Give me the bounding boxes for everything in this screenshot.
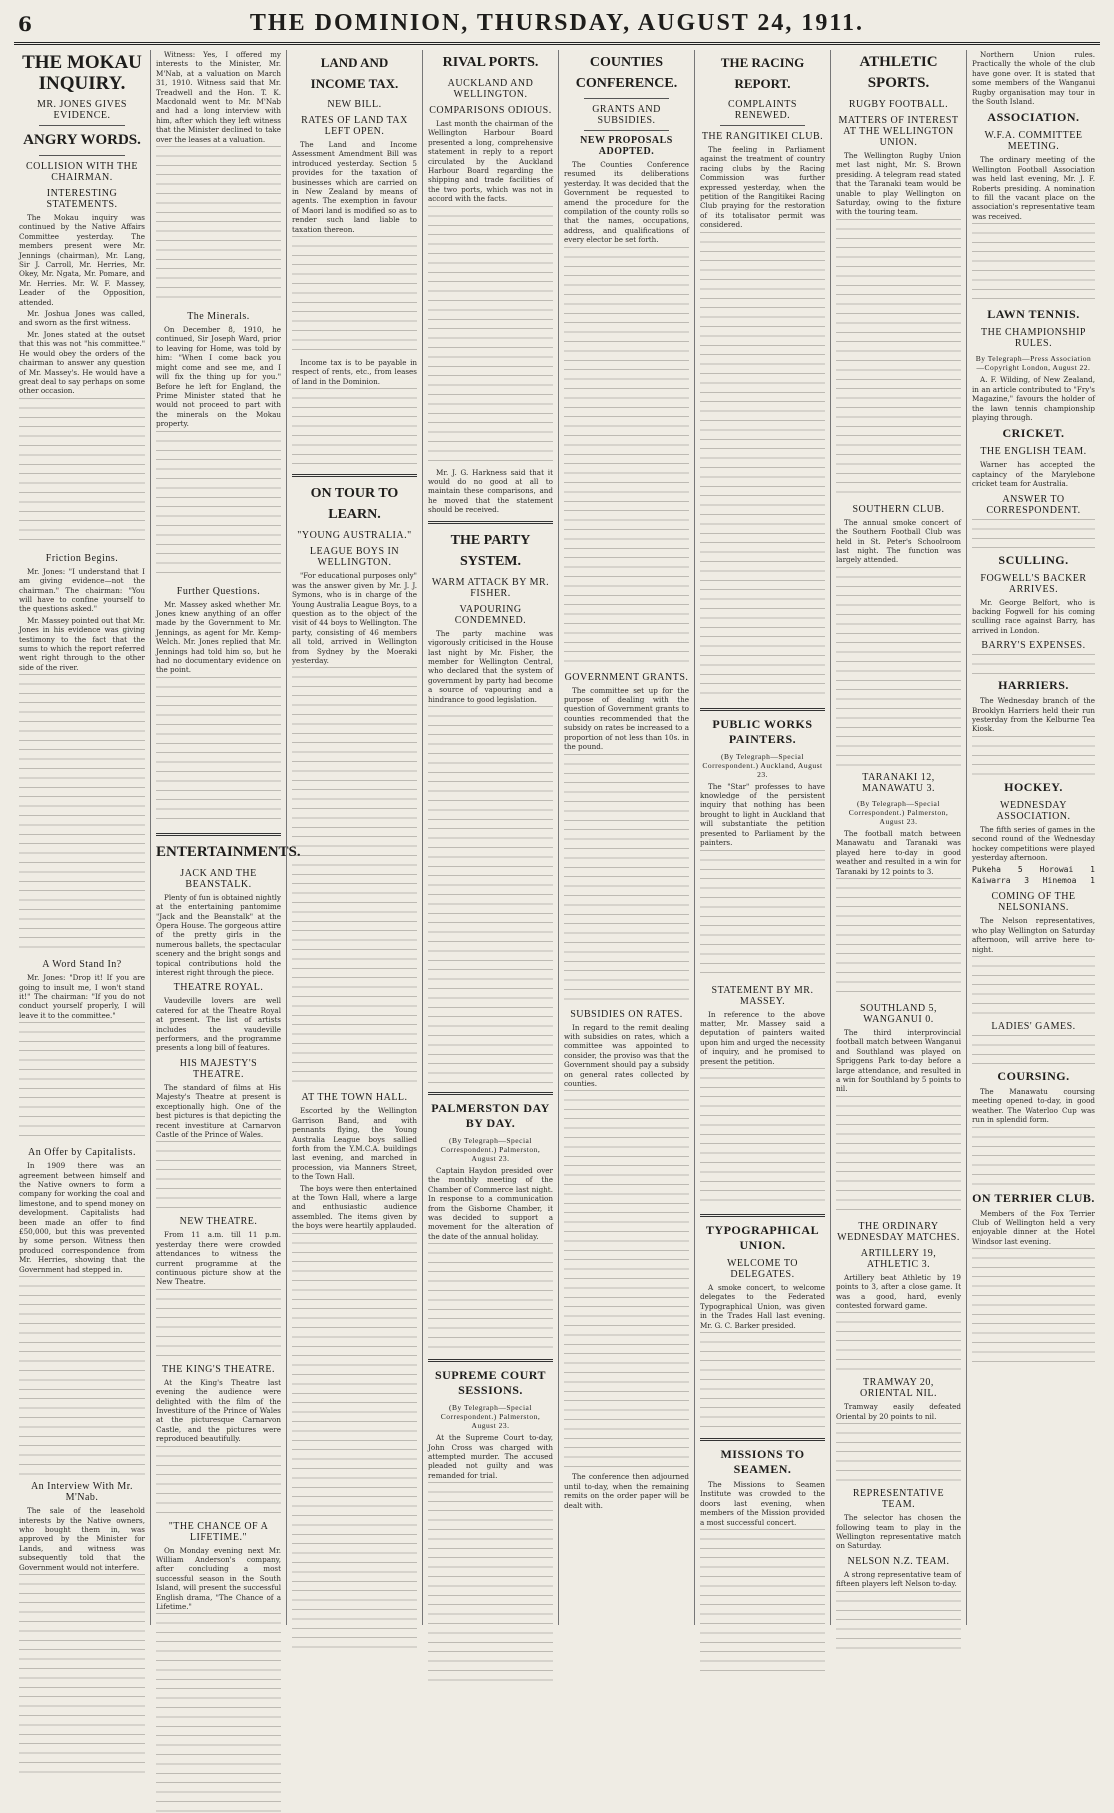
paragraph: The annual smoke concert of the Southern Football Club was held in St. Peter's Schoolroom last night. The function was largely attended. [836, 517, 961, 565]
text-block [700, 1068, 825, 1208]
paragraph: Mr. Joshua Jones was called, and sworn as the first witness. [19, 309, 145, 328]
paragraph: The feeling in Parliament against the treatment of country racing clubs by the Racing Commission was further expressed yesterday, when the petition of the Rangitikei Racing Club praying for the restoration of its totalisator permit was considered. [700, 145, 825, 230]
text-block [700, 1332, 825, 1432]
deck: GRANTS AND SUBSIDIES. [592, 104, 661, 126]
paragraph: The boys were then entertained at the Town Hall, where a large and enthusiastic audience assembled. The items given by the boys were heartily applauded. [292, 1183, 417, 1231]
section-divider [428, 1359, 553, 1362]
paragraph: Income tax is to be payable in respect of rents, etc., from leases of land in the Dominion. [292, 358, 417, 386]
text-block [836, 1096, 961, 1216]
subheading: ANSWER TO CORRESPONDENT. [986, 493, 1081, 516]
headline-counties: COUNTIES CONFERENCE. [575, 55, 678, 91]
text-block [972, 223, 1095, 303]
text-block [836, 219, 961, 499]
headline-missions: MISSIONS TO SEAMEN. [720, 1446, 805, 1476]
paragraph: Mr. George Belfort, who is backing Fogwell for his coming sculling race against Barry, has arrived in London. [972, 597, 1095, 635]
paragraph: The football match between Manawatu and Taranaki was played here to-day in good weather and resulted in a win for Taranaki by 12 points to 3. [836, 828, 961, 876]
paragraph: The Manawatu coursing meeting opened to-day, in good weather. The Waterloo Cup was run in splendid form. [972, 1087, 1095, 1125]
subheading: The Minerals. [187, 311, 250, 323]
headline-hockey: HOCKEY. [1004, 779, 1063, 794]
paragraph: Escorted by the Wellington Garrison Band, and with pennants flying, the Young Australia League boys sallied forth from the Y.M.C.A. buildings last evening, and marched in procession, via Manners Street, to the Town Hall. [292, 1106, 417, 1182]
text-block [428, 1243, 553, 1353]
subheading: LADIES' GAMES. [991, 1021, 1076, 1033]
headline-on-tour: ON TOUR TO LEARN. [310, 486, 399, 523]
paragraph: The "Star" professes to have knowledge of the persistent inquiry that nothing has been brought to light in Auckland that will substantiate the petition presented to Parliament by the painters. [700, 781, 825, 848]
subheading: SUBSIDIES ON RATES. [570, 1008, 683, 1020]
headline-athletic: ATHLETIC SPORTS. [859, 54, 938, 91]
score: 3 [1024, 876, 1030, 886]
text-block [700, 232, 825, 702]
headline-terrier-club: ON TERRIER CLUB. [972, 1190, 1095, 1205]
column-8 [966, 50, 1100, 1625]
headline-rival-ports: RIVAL PORTS. [442, 55, 539, 70]
divider [39, 125, 125, 126]
text-block [292, 1233, 417, 1653]
text-block [972, 956, 1095, 1016]
paragraph: At the King's Theatre last evening the audience were delighted with the film of the Investiture of the Prince of Wales at the picturesque Carnarvon Castle, and the pictures were reproduced beautifully. [156, 1377, 281, 1444]
paragraph: Mr. Jones stated at the outset that this was not "his committee." He would obey the orders of the chairman to answer any question of Mr. Massey's. He would have a great deal to say perhaps on some other occasion. [19, 329, 145, 396]
paragraph: From 11 a.m. till 11 p.m. yesterday there were crowded attendances to witness the current programme at the continuous picture show at the New Theatre. [156, 1230, 281, 1287]
paragraph: A smoke concert, to welcome delegates to the Federated Typographical Union, was given in the Trades Hall last evening. Mr. G. C. Barker presided. [700, 1282, 825, 1330]
deck: COMPLAINTS RENEWED. [728, 99, 797, 121]
paragraph: Witness: Yes, I offered my interests to the Minister, Mr. M'Nab, at a valuation on March 31, 1910. Witness said that Mr. Treadwell and the Hon. T. K. Macdonald went to Mr. M'Nab and had a long interview with him, after which they left witness that the Minister declined to take over the leases at a valuation. [156, 50, 281, 144]
headline-entertainments: ENTERTAINMENTS. [156, 843, 301, 860]
subheading: THE KING'S THEATRE. [161, 1363, 276, 1375]
text-block [836, 1312, 961, 1372]
score: 5 [1017, 865, 1023, 875]
paragraph: Mr. Jones: "I understand that I am giving evidence—not the chairman." The chairman: "You will have to confine yourself to the questions asked." [19, 566, 145, 614]
paragraph: The fifth series of games in the second round of the Wednesday hockey competitions were played yesterday afternoon. [972, 824, 1095, 862]
subheading: Further Questions. [176, 585, 261, 597]
section-divider [428, 1092, 553, 1095]
paragraph: The Missions to Seamen Institute was crowded to the doors last evening, when members of the Mission provided a most successful concert. [700, 1479, 825, 1527]
subheading: "THE CHANCE OF A LIFETIME." [168, 1520, 269, 1543]
deck: NEW BILL. [327, 99, 382, 110]
section-divider [428, 521, 553, 524]
headline-association: ASSOCIATION. [987, 110, 1080, 125]
paragraph: Artillery beat Athletic by 19 points to 3, after a close game. It was a good, hard, evenly contested forward game. [836, 1272, 961, 1310]
paragraph: The conference then adjourned until to-day, when the remaining remits on the order paper will be dealt with. [564, 1472, 689, 1510]
column-1 [14, 50, 150, 1625]
subheading: JACK AND THE BEANSTALK. [180, 867, 257, 890]
paragraph: The selector has chosen the following team to play in the Wellington representative match on Saturday. [836, 1513, 961, 1551]
paragraph: The party machine was vigorously criticised in the House last night by Mr. Fisher, the member for Wellington Central, who declared that the system of government by party had become a source of vapouring and a hindrance to good legislation. [428, 628, 553, 704]
divider [584, 130, 669, 131]
paragraph: Tramway easily defeated Oriental by 20 points to nil. [836, 1402, 961, 1421]
headline-sculling: SCULLING. [998, 552, 1069, 567]
subheading: SOUTHERN CLUB. [852, 503, 945, 515]
paragraph: Mr. J. G. Harkness said that it would do no good at all to maintain these comparisons, and he moved that the statement should be received. [428, 467, 553, 515]
subheading: THEATRE ROYAL. [173, 982, 264, 994]
team: Hinemoa [1042, 876, 1077, 886]
paragraph: Last month the chairman of the Wellington Harbour Board presented a long, comprehensive statement in reply to a report circulated by the Auckland Harbour Board regarding the shipping and trade facilities of the two ports, which was not in accord with the facts. [428, 119, 553, 204]
columns [14, 50, 1100, 1625]
deck: RATES OF LAND TAX LEFT OPEN. [301, 115, 408, 137]
subheading: THE CHAMPIONSHIP RULES. [981, 327, 1086, 350]
paragraph: "For educational purposes only" was the answer given by Mr. J. J. Symons, who is in charge of the Young Australia League Boys, to a question as to the object of the visit of 44 boys to Wellington. The party, consisting of 46 members all told, arrived in Wellington from Sydney by the Moeraki yesterday. [292, 571, 417, 665]
deck: WARM ATTACK BY MR. FISHER. [431, 576, 550, 599]
paragraph: Warner has accepted the captaincy of the Marylebone cricket team for Australia. [972, 460, 1095, 489]
subheading: WEDNESDAY ASSOCIATION. [996, 799, 1071, 822]
deck: WELCOME TO DELEGATES. [726, 1257, 798, 1280]
subheading: W.F.A. COMMITTEE MEETING. [984, 130, 1083, 153]
text-block [156, 1613, 281, 1813]
divider [720, 125, 805, 126]
text-block [156, 1446, 281, 1516]
text-block [19, 1276, 145, 1476]
byline: (By Telegraph—Special Correspondent.) Palmerston, August 23. [440, 1403, 541, 1431]
subheading: A Word Stand In? [42, 959, 122, 971]
paragraph: A strong representative team of fifteen players left Nelson to-day. [836, 1569, 961, 1589]
deck: NEW PROPOSALS ADOPTED. [580, 135, 673, 157]
text-block [836, 1591, 961, 1651]
text-block [972, 519, 1095, 549]
text-block [428, 706, 553, 1086]
byline: (By Telegraph—Special Correspondent.) Palmerston, August 23. [848, 798, 949, 826]
result-row [972, 864, 1095, 875]
subheading: STATEMENT BY MR. MASSEY. [711, 984, 814, 1007]
newspaper-title: THE DOMINION, THURSDAY, AUGUST 24, 1911. [249, 10, 865, 36]
headline-lawn-tennis: LAWN TENNIS. [987, 307, 1080, 322]
paragraph: Mr. Massey asked whether Mr. Jones knew anything of an offer made by the Government to Mr. Jennings, as agent for Mr. Kemp-Welch. Mr. Jones replied that Mr. Jennings had told him so, but he had no documentary evidence on the point. [156, 599, 281, 675]
headline-coursing: COURSING. [997, 1069, 1070, 1084]
deck: RUGBY FOOTBALL. [848, 99, 949, 110]
text-block [156, 431, 281, 581]
page-number: 6 [18, 12, 32, 36]
deck: COLLISION WITH THE CHAIRMAN. [26, 161, 138, 183]
text-block [972, 1127, 1095, 1187]
subheading: An Offer by Capitalists. [28, 1147, 136, 1159]
column-5 [558, 50, 694, 1625]
paragraph: The Mokau inquiry was continued by the Native Affairs Committee yesterday. The members present were Mr. Jennings (chairman), Mr. Lang, Sir J. Carroll, Mr. Herries, Mr. Okey, Mr. Ngata, Mr. Pomare, and Mr. Herries. Mr. W. F. Massey, Leader of the Opposition, attended. [19, 213, 145, 307]
paragraph: The Nelson representatives, who play Wellington on Saturday afternoon, will arrive here to-night. [972, 916, 1095, 954]
headline-typographical: TYPOGRAPHICAL UNION. [705, 1222, 820, 1252]
headline-harriers: HARRIERS. [998, 678, 1069, 693]
team: Kaiwarra [972, 876, 1011, 886]
subheading: THE ENGLISH TEAM. [980, 446, 1087, 458]
text-block [836, 1423, 961, 1483]
subheading: GOVERNMENT GRANTS. [564, 671, 689, 683]
headline-land-tax: LAND AND INCOME TAX. [310, 55, 399, 91]
text-block [972, 1035, 1095, 1065]
text-block [292, 236, 417, 356]
text-block [564, 754, 689, 1004]
subheading: NEW THEATRE. [179, 1216, 258, 1228]
subheading: HIS MAJESTY'S THEATRE. [179, 1057, 258, 1080]
headline-mokau: THE MOKAU INQUIRY. [22, 52, 142, 94]
subheading: TARANAKI 12, MANAWATU 3. [861, 771, 936, 794]
text-block [428, 1482, 553, 1682]
deck: ANGRY WORDS. [23, 132, 141, 148]
headline-palmerston: PALMERSTON DAY BY DAY. [431, 1100, 550, 1130]
paragraph: A. F. Wilding, of New Zealand, in an article contributed to "Fry's Magazine," favours the holder of the lawn tennis championship playing through. [972, 375, 1095, 422]
paragraph: Mr. Jones: "Drop it! If you are going to insult me, I won't stand it!" The chairman: "If you do not conduct yourself properly, I will leave it to the committee." [19, 973, 145, 1020]
deck: THE RANGITIKEI CLUB. [701, 131, 824, 142]
subheading: SOUTHLAND 5, WANGANUI 0. [859, 1002, 938, 1025]
score: 1 [1090, 865, 1095, 875]
byline: (By Telegraph—Special Correspondent.) Palmerston, August 23. [440, 1135, 541, 1163]
text-block [972, 1248, 1095, 1368]
text-block [564, 247, 689, 667]
paragraph: The sale of the leasehold interests by the Native owners, who bought them in, was approved by the Minister for Lands, and witness was subsequently told that the Government would not interfere. [19, 1506, 145, 1572]
subheading: AT THE TOWN HALL. [301, 1092, 408, 1104]
text-block [19, 1574, 145, 1774]
section-divider [700, 1438, 825, 1441]
deck: MR. JONES GIVES EVIDENCE. [36, 99, 127, 121]
text-block [428, 206, 553, 466]
text-block [19, 1022, 145, 1142]
team: Horowai [1039, 865, 1074, 875]
section-divider [700, 1214, 825, 1217]
section-divider [156, 833, 281, 836]
paragraph: The ordinary meeting of the Wellington Football Association was held last evening, Mr. J. F. Roberts presiding. A nomination to fill the vacant place on the association's representative team was received. [972, 155, 1095, 221]
subheading: COMING OF THE NELSONIANS. [991, 891, 1076, 914]
text-block [700, 850, 825, 980]
deck: COMPARISONS ODIOUS. [429, 105, 552, 116]
paragraph: At the Supreme Court to-day, John Cross was charged with attempted murder. The accused pleaded not guilty and was remanded for trial. [428, 1433, 553, 1480]
paragraph: Captain Haydon presided over the monthly meeting of the Chamber of Commerce last night. In response to a communication from the Gisborne Chamber, it was decided to support a movement for the alteration of the date of the annual holiday. [428, 1165, 553, 1241]
text-block [156, 1141, 281, 1211]
text-block [972, 654, 1095, 674]
byline: (By Telegraph—Special Correspondent.) Auckland, August 23. [702, 751, 823, 779]
byline: By Telegraph—Press Association—Copyright London, August 22. [975, 354, 1092, 373]
column-7 [830, 50, 966, 1625]
headline-cricket: CRICKET. [1002, 426, 1065, 441]
headline-painters: PUBLIC WORKS PAINTERS. [712, 716, 813, 746]
paragraph: The standard of films at His Majesty's Theatre at present is exceptionally high. One of the best pictures is that depicting the recent investiture at Carnarvon Castle of the Prince of Wales. [156, 1082, 281, 1139]
divider [39, 155, 125, 156]
column-4 [422, 50, 558, 1625]
paragraph: The third interprovincial football match between Wanganui and Southland was played on Spriggens Park to-day before a large attendance, and resulted in a win for Southland by 5 points to nil. [836, 1027, 961, 1094]
text-block [564, 1090, 689, 1470]
column-3 [286, 50, 422, 1625]
text-block [19, 398, 145, 548]
score: 1 [1090, 876, 1095, 886]
paragraph: The Wednesday branch of the Brooklyn Harriers held their run yesterday from the Kelburne Tea Kiosk. [972, 696, 1095, 734]
subheading: BARRY'S EXPENSES. [981, 640, 1086, 652]
headline-supreme-court: SUPREME COURT SESSIONS. [434, 1368, 547, 1398]
paragraph: Members of the Fox Terrier Club of Wellington held a very enjoyable dinner at the Hotel Windsor last evening. [972, 1208, 1095, 1246]
divider [584, 98, 669, 99]
deck: VAPOURING CONDEMNED. [454, 603, 527, 626]
paragraph: In 1909 there was an agreement between himself and the Native owners to form a company for working the coal and limestone, and to spend money on development. Capitalists had been made an offer to find £50,000, but this was prevented by some person. Witness then produced correspondence from Mr. Herries, showing that the Government had stepped in. [19, 1161, 145, 1274]
subheading: REPRESENTATIVE TEAM. [852, 1488, 945, 1511]
text-block [972, 736, 1095, 776]
section-divider [700, 708, 825, 711]
text-block [836, 567, 961, 767]
paragraph: The committee set up for the purpose of dealing with the question of Government grants to counties recommended that the subsidy on rates be increased to a proportion of not less than 10s. in the pound. [564, 685, 689, 752]
text-block [700, 1529, 825, 1679]
subheading: FOGWELL'S BACKER ARRIVES. [980, 572, 1087, 595]
subheading: THE ORDINARY WEDNESDAY MATCHES. [837, 1220, 960, 1243]
subheading: Friction Begins. [45, 552, 119, 564]
headline-racing: THE RACING REPORT. [720, 55, 805, 91]
text-block [836, 878, 961, 998]
text-block [156, 1289, 281, 1359]
team: Pukeha [972, 865, 1001, 875]
paragraph: Vaudeville lovers are well catered for at the Theatre Royal at present. The list of artists includes the vaudeville performers, and the programme presents a long bill of features. [156, 996, 281, 1053]
hockey-results [972, 864, 1095, 886]
subheading: TRAMWAY 20, ORIENTAL NIL. [860, 1377, 937, 1400]
masthead [14, 8, 1100, 45]
result-row [972, 875, 1095, 886]
deck: "YOUNG AUSTRALIA." [297, 530, 412, 542]
headline-party-system: THE PARTY SYSTEM. [450, 532, 531, 569]
deck: AUCKLAND AND WELLINGTON. [447, 78, 534, 100]
text-block [156, 677, 281, 827]
column-2 [150, 50, 301, 1625]
text-block [292, 388, 417, 468]
paragraph: Plenty of fun is obtained nightly at the entertaining pantomime "Jack and the Beanstalk" at the Opera House. The gorgeous attire of the pretty girls in the numerous ballets, the spectacular scenery and the bright songs and topical contributions hold the interest right through the piece. [156, 892, 281, 978]
text-block [156, 146, 281, 306]
subheading: An Interview With Mr. M'Nab. [30, 1481, 134, 1504]
paragraph: Northern Union rules. Practically the whole of the club have gone over. It is stated that some members of the Wanganui Rugby organisation may tour in the South Island. [972, 50, 1095, 107]
paragraph: The Wellington Rugby Union met last night, Mr. S. Brown presiding. A telegram read stated that the Taranaki team would be unable to play Wellington on Saturday, owing to the fixture with the touring team. [836, 151, 961, 217]
subheading: NELSON N.Z. TEAM. [847, 1555, 950, 1567]
paragraph: Mr. Massey pointed out that Mr. Jones in his evidence was giving testimony to the fact that the sums to which the report referred went right through to the other side of the river. [19, 615, 145, 672]
text-block [292, 667, 417, 1087]
section-divider [292, 474, 417, 477]
deck: LEAGUE BOYS IN WELLINGTON. [309, 546, 400, 569]
deck: MATTERS OF INTEREST AT THE WELLINGTON UNION. [838, 115, 959, 148]
paragraph: In regard to the remit dealing with subsidies on rates, which a committee was appointed to consider, the proviso was that the Government should pay a subsidy on general rates collected by counties. [564, 1022, 689, 1088]
subheading: ARTILLERY 19, ATHLETIC 3. [860, 1247, 937, 1270]
paragraph: The Land and Income Assessment Amendment Bill was introduced yesterday. Section 5 provides for the taxation of businesses which are carried on in New Zealand by means of agents. The exemption in favour of Maori land is modified so as to render such land liable to taxation thereon. [292, 140, 417, 234]
text-block [19, 674, 145, 954]
paragraph: On December 8, 1910, he continued, Sir Joseph Ward, prior to leaving for Home, was told by him: "When I come back you might come and see me, and I will fix the thing up for you." Before he left for England, the Prime Minister stated that he would not proceed to part with the minerals on the Mokau property. [156, 325, 281, 429]
paragraph: On Monday evening next Mr. William Anderson's company, after concluding a most successful season in the South Island, will present the successful English drama, "The Chance of a Lifetime." [156, 1545, 281, 1612]
paragraph: In reference to the above matter, Mr. Massey said a deputation of painters waited upon him and urged the necessity of inquiry, and he promised to present the petition. [700, 1009, 825, 1066]
deck: INTERESTING STATEMENTS. [46, 188, 118, 210]
column-6 [694, 50, 830, 1625]
paragraph: The Counties Conference resumed its deliberations yesterday. It was decided that the Government be requested to amend the procedure for the compilation of the county rolls so that the names, occupations, address, and qualifications of every elector be set forth. [564, 160, 689, 245]
